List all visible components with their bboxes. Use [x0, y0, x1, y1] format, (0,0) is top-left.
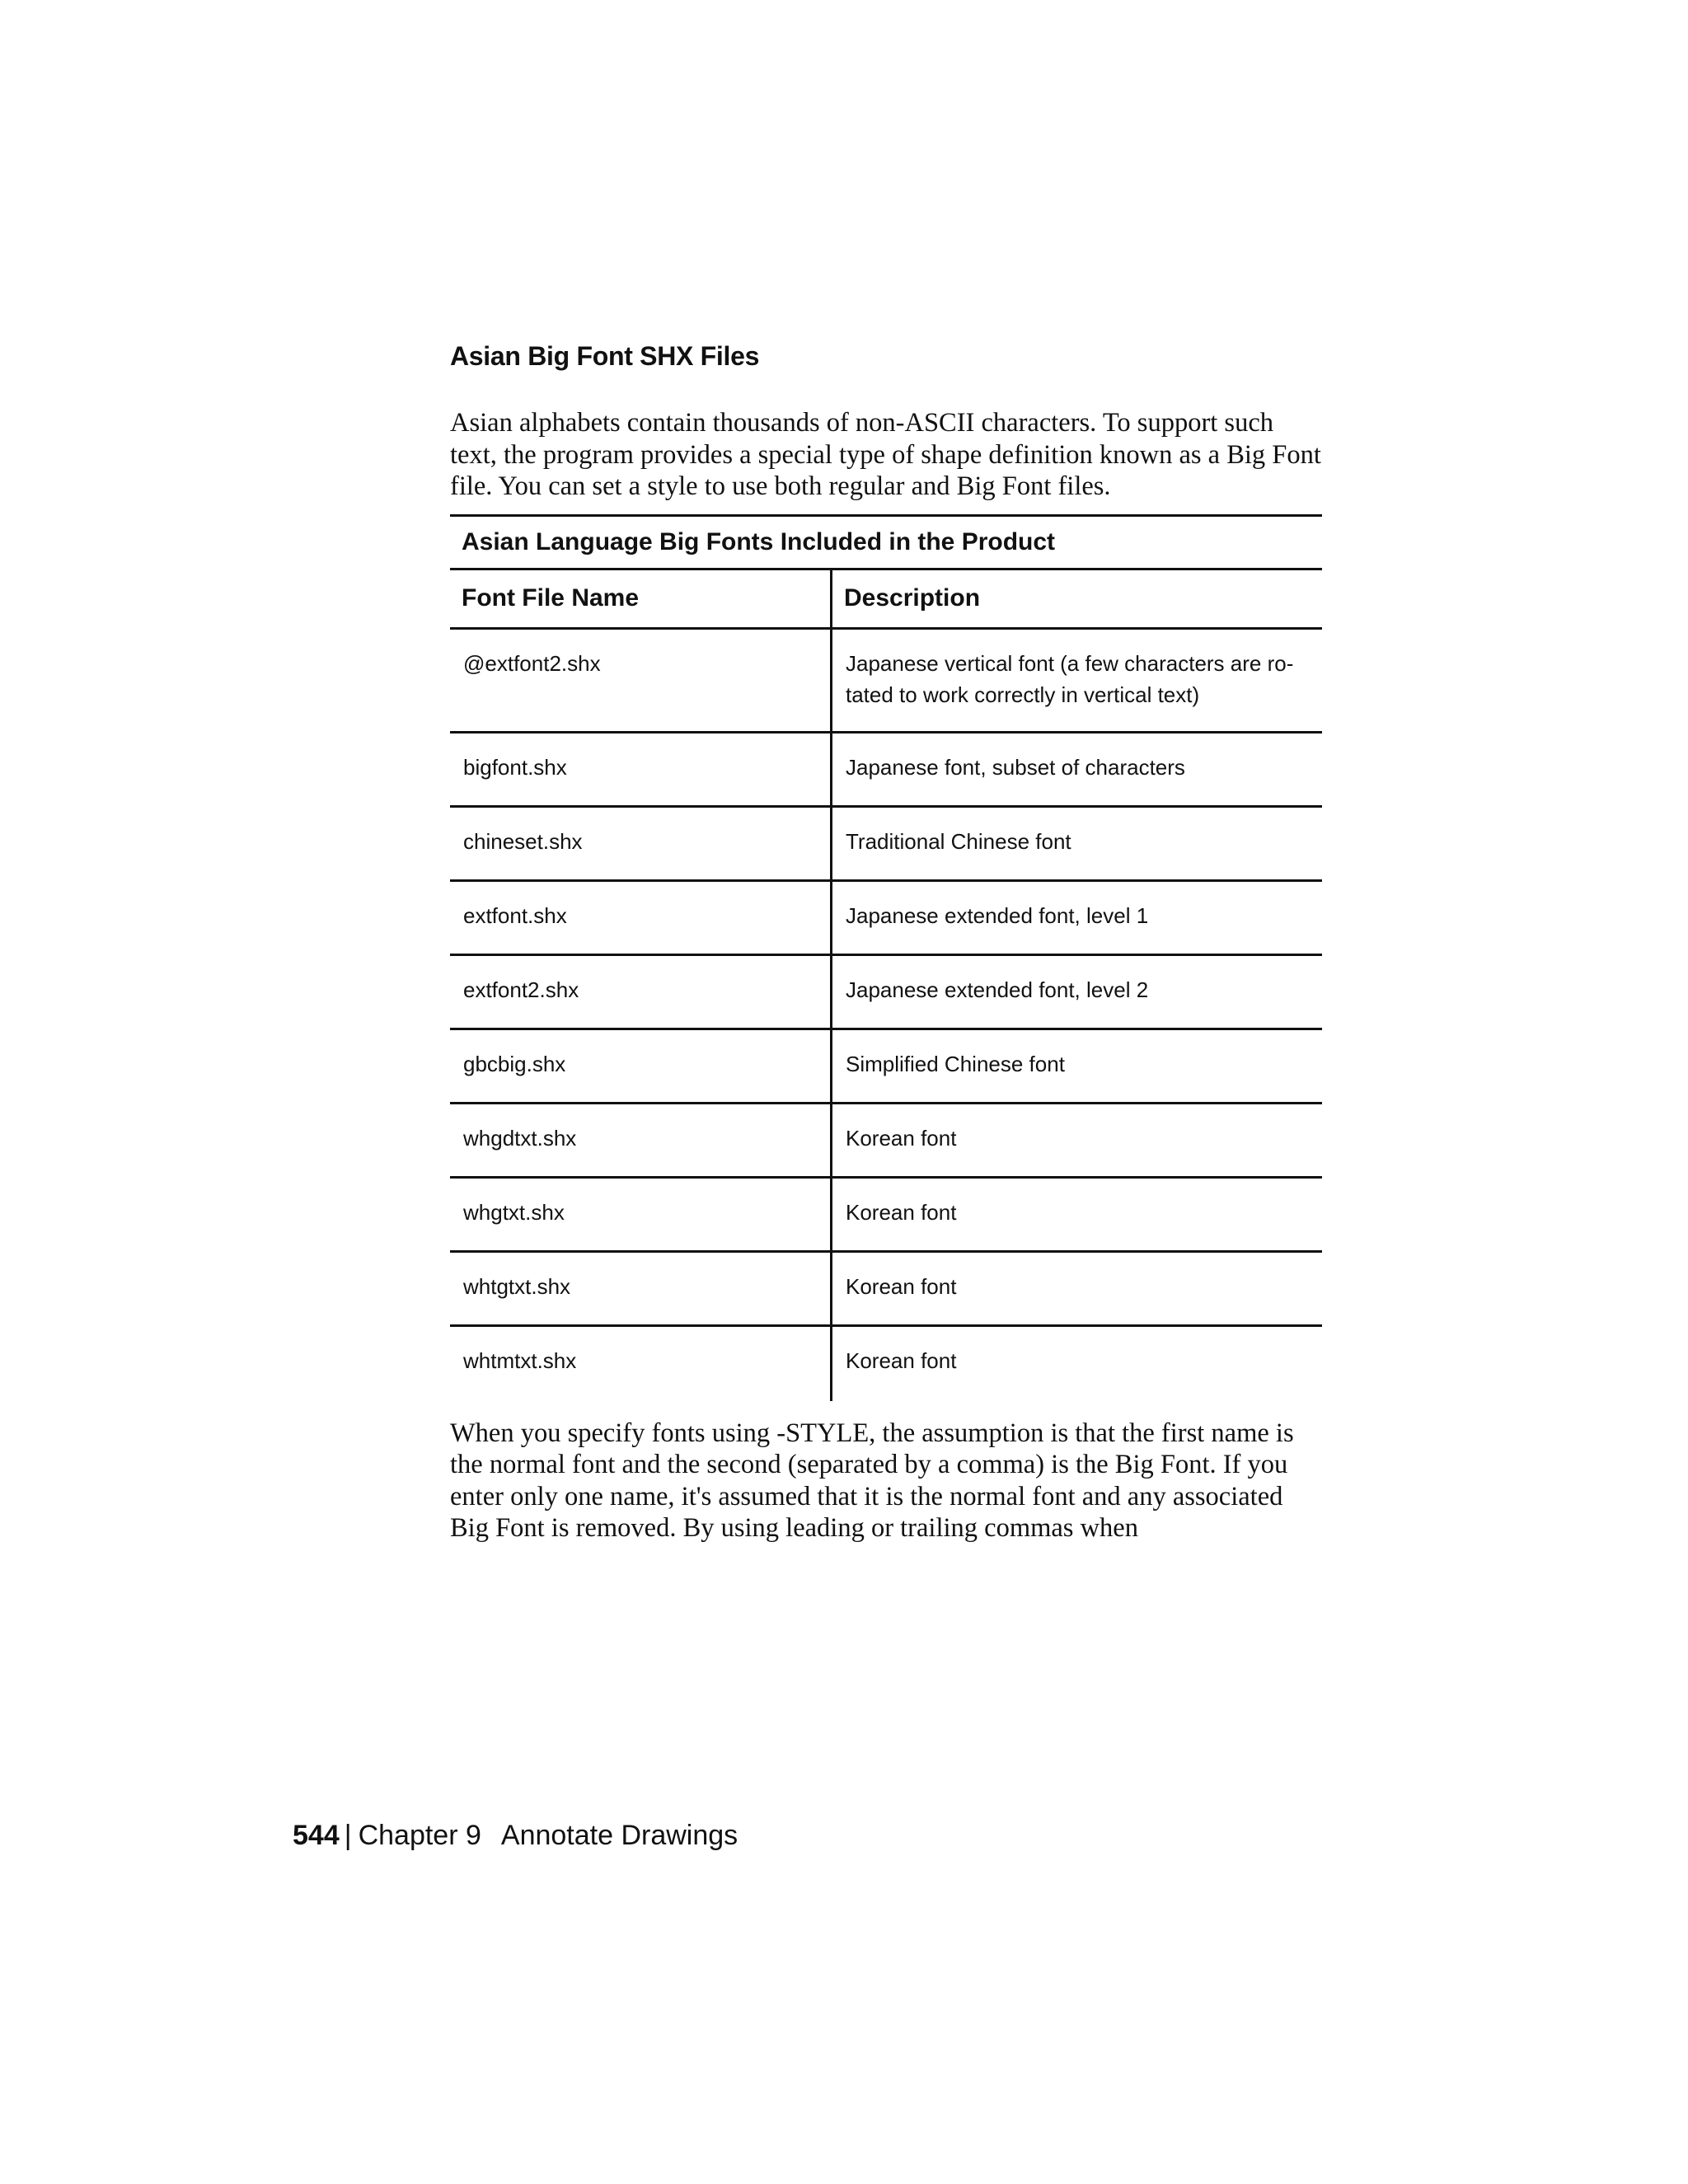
table-row — [450, 1104, 1322, 1179]
description-cell: Japanese extended font, level 2 — [846, 977, 1149, 1002]
description-cell: Korean font — [846, 1125, 957, 1151]
description-cell: Simplified Chinese font — [846, 1051, 1065, 1076]
table-row — [450, 808, 1322, 882]
table-row — [450, 630, 1322, 733]
big-fonts-table — [450, 514, 1322, 1401]
font-file-cell: whgdtxt.shx — [450, 1104, 832, 1176]
table-header-row — [450, 570, 1322, 630]
description-cell: Japanese extended font, level 1 — [846, 902, 1149, 928]
font-file-cell: @extfont2.shx — [450, 630, 832, 731]
table-row — [450, 882, 1322, 956]
section-heading: Asian Big Font SHX Files — [450, 341, 760, 371]
font-file-cell: chineset.shx — [450, 808, 832, 879]
font-file-cell: gbcbig.shx — [450, 1030, 832, 1102]
header-description: Description — [844, 584, 981, 612]
table-row — [450, 1179, 1322, 1253]
table-row — [450, 956, 1322, 1030]
description-cell: Japanese vertical font (a few characters are ro-tated to work correctly in vertical text) — [846, 650, 1294, 707]
description-cell: Korean font — [846, 1199, 957, 1225]
font-file-cell: bigfont.shx — [450, 733, 832, 805]
description-cell: Traditional Chinese font — [846, 828, 1071, 854]
table-row — [450, 1030, 1322, 1104]
table-row — [450, 1253, 1322, 1327]
footer-separator: | — [344, 1820, 352, 1851]
table-caption: Asian Language Big Fonts Included in the Product — [450, 514, 1322, 570]
table-row — [450, 733, 1322, 808]
description-cell: Korean font — [846, 1273, 957, 1299]
page-content — [450, 338, 1322, 1544]
page-footer — [293, 1817, 738, 1854]
closing-paragraph: When you specify fonts using -STYLE, the assumption is that the first name is the normal font and the second (separated by a comma) is the Big Font. If you enter only one name, it's assumed that it is the normal font and any associated Big Font is removed. By using leading or trailing commas when — [450, 1418, 1294, 1543]
chapter-title: Annotate Drawings — [500, 1820, 738, 1851]
description-cell: Korean font — [846, 1347, 957, 1373]
page-number: 544 — [293, 1820, 340, 1851]
font-file-cell: whgtxt.shx — [450, 1179, 832, 1250]
font-file-cell: extfont2.shx — [450, 956, 832, 1028]
font-file-cell: extfont.shx — [450, 882, 832, 954]
chapter-label: Chapter 9 — [358, 1820, 481, 1851]
table-row — [450, 1327, 1322, 1401]
description-cell: Japanese font, subset of characters — [846, 754, 1185, 780]
font-file-cell: whtgtxt.shx — [450, 1253, 832, 1324]
header-font-file-name: Font File Name — [450, 570, 832, 627]
font-file-cell: whtmtxt.shx — [450, 1327, 832, 1401]
intro-paragraph: Asian alphabets contain thousands of non-ASCII characters. To support such text, the program provides a special type of shape definition known as a Big Font file. You can set a style to use both regular and Big Font files. — [450, 408, 1321, 501]
